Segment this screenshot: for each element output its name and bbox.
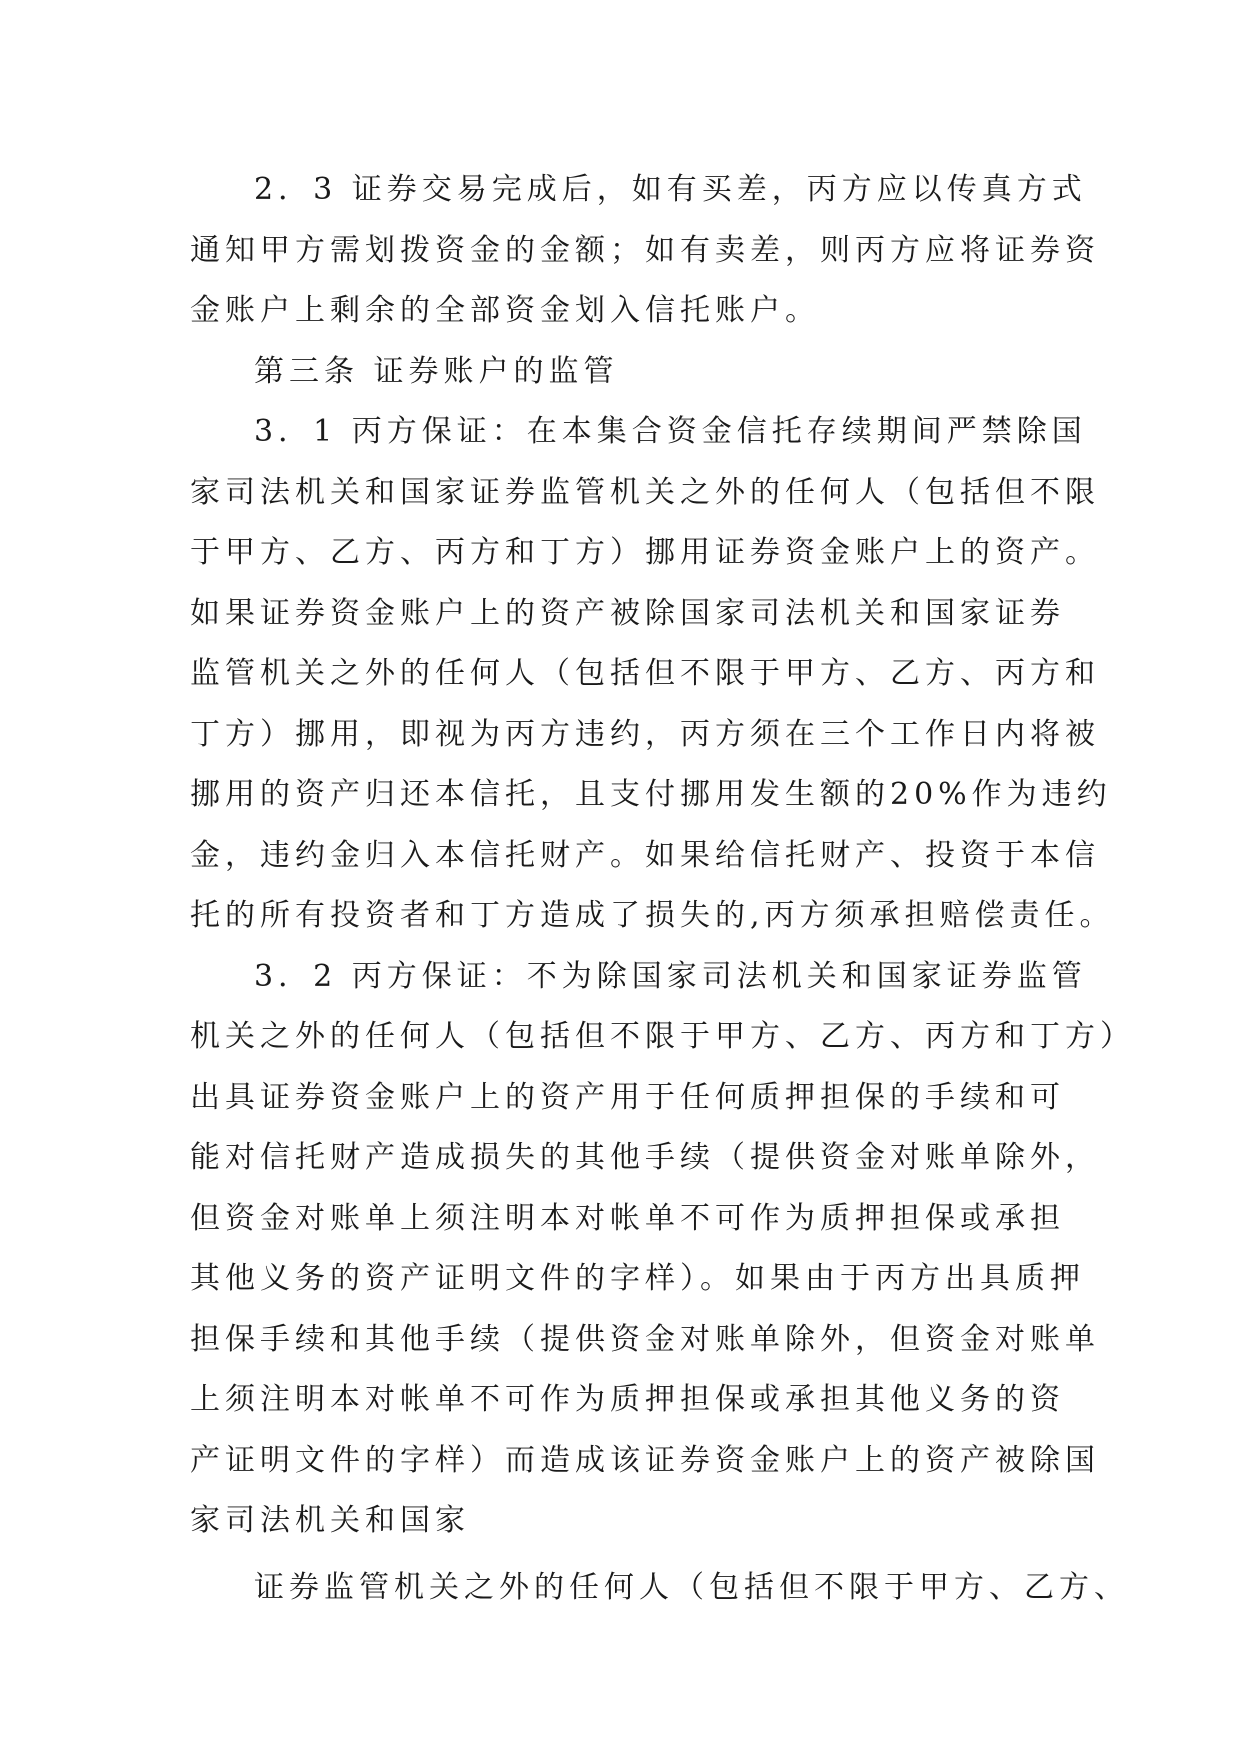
text-line: 家司法机关和国家证券监管机关之外的任何人（包括但不限: [190, 474, 1100, 510]
text-line: 通知甲方需划拨资金的金额；如有卖差，则丙方应将证券资: [190, 232, 1100, 268]
text-line: 证券监管机关之外的任何人（包括但不限于甲方、乙方、: [254, 1569, 1129, 1605]
text-line: 2．3 证券交易完成后，如有买差，丙方应以传真方式: [254, 172, 1087, 207]
section-heading: 第三条 证券账户的监管: [254, 353, 619, 389]
text-line: 但资金对账单上须注明本对帐单不可作为质押担保或承担: [190, 1200, 1065, 1236]
text-line: 于甲方、乙方、丙方和丁方）挪用证券资金账户上的资产。: [190, 535, 1100, 570]
text-line: 丁方）挪用，即视为丙方违约，丙方须在三个工作日内将被: [190, 716, 1100, 752]
text-line: 其他义务的资产证明文件的字样）。如果由于丙方出具质押: [190, 1261, 1085, 1296]
text-line: 出具证券资金账户上的资产用于任何质押担保的手续和可: [190, 1079, 1065, 1115]
text-line: 上须注明本对帐单不可作为质押担保或承担其他义务的资: [190, 1382, 1065, 1417]
text-line: 挪用的资产归还本信托，且支付挪用发生额的20%作为违约: [190, 777, 1112, 812]
text-line: 监管机关之外的任何人（包括但不限于甲方、乙方、丙方和: [190, 656, 1100, 691]
text-line: 产证明文件的字样）而造成该证券资金账户上的资产被除国: [190, 1442, 1100, 1478]
text-line: 机关之外的任何人（包括但不限于甲方、乙方、丙方和丁方）: [190, 1019, 1135, 1054]
text-line: 家司法机关和国家: [190, 1503, 470, 1538]
document-body: [190, 160, 1135, 1618]
text-line: 如果证券资金账户上的资产被除国家司法机关和国家证券: [190, 595, 1065, 631]
text-line: 金，违约金归入本信托财产。如果给信托财产、投资于本信: [190, 837, 1100, 873]
text-line: 3．2 丙方保证：不为除国家司法机关和国家证券监管: [254, 958, 1087, 994]
text-line: 担保手续和其他手续（提供资金对账单除外，但资金对账单: [190, 1321, 1100, 1357]
text-line: 3．1 丙方保证：在本集合资金信托存续期间严禁除国: [254, 414, 1087, 449]
text-line: 托的所有投资者和丁方造成了损失的,丙方须承担赔偿责任。: [190, 898, 1115, 933]
text-line: 金账户上剩余的全部资金划入信托账户。: [190, 293, 820, 328]
text-line: 能对信托财产造成损失的其他手续（提供资金对账单除外，: [190, 1140, 1100, 1175]
